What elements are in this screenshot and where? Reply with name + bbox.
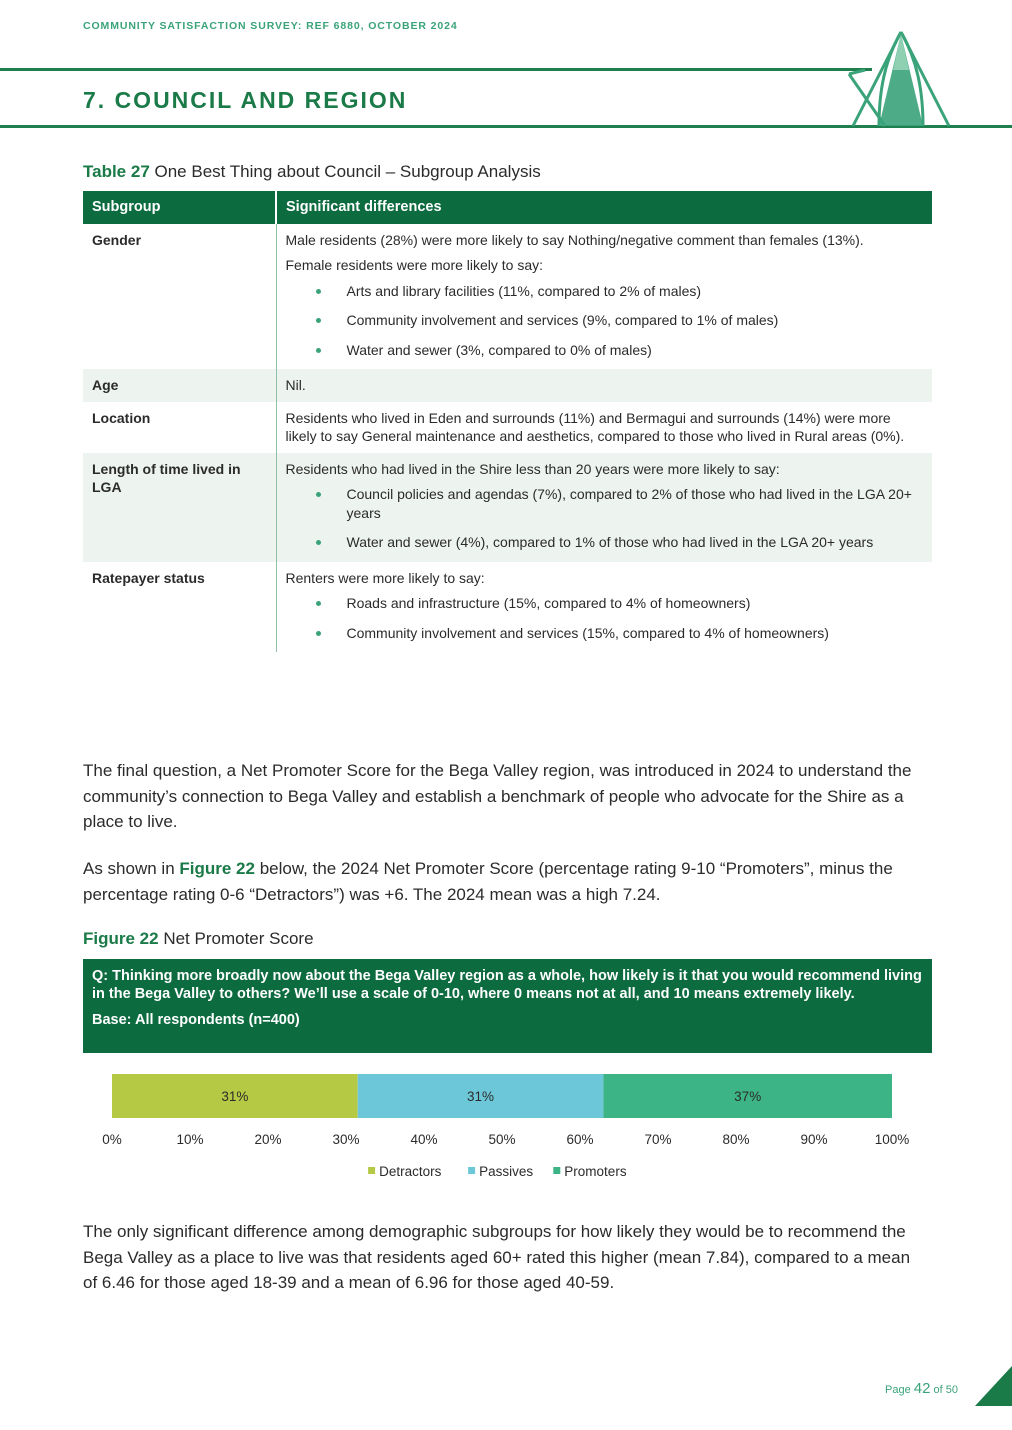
- survey-question-text: Q: Thinking more broadly now about the Bega Valley region as a whole, how likely is it that you would recommend living in the Bega Valley to others? We’ll use a scale of 0-10, where 0 means not at all, and 10 means extremely likely.: [92, 968, 922, 1002]
- subgroup-table: [83, 191, 932, 652]
- table-caption-text: One Best Thing about Council – Subgroup Analysis: [149, 162, 541, 181]
- x-tick-label: 100%: [874, 1132, 910, 1147]
- row-content: [276, 224, 932, 370]
- bullet-item: Roads and infrastructure (15%, compared to 4% of homeowners): [286, 594, 924, 613]
- legend-swatch-passives: [468, 1167, 475, 1174]
- table-header-row: [83, 191, 932, 224]
- row-label: Age: [83, 369, 276, 402]
- row-content: Residents who lived in Eden and surrounds (11%) and Bermagui and surrounds (14%) were more likely to say General maintenance and aesthetics, compared to those who lived in Rural areas (0%).: [285, 409, 905, 444]
- x-tick-label: 20%: [254, 1132, 282, 1147]
- table-row-length-of-time: [83, 453, 932, 562]
- bullet-item: Community involvement and services (9%, compared to 1% of males): [286, 311, 924, 330]
- survey-base-text: Base: All respondents (n=400): [92, 1012, 300, 1028]
- data-label-detractors: 31%: [221, 1089, 249, 1104]
- nps-stacked-bar-chart: [83, 1060, 932, 1190]
- row-label: Ratepayer status: [83, 562, 276, 653]
- header-top-rule: [0, 68, 872, 71]
- body-paragraph-subgroups: The only significant difference among demographic subgroups for how likely they would be to recommend the Bega Valley as a place to live was that residents aged 60+ rated this higher (mean 7.84), compared to a mean of 6.46 for those aged 18-39 and a mean of 6.96 for those aged 40-59.: [83, 1222, 911, 1292]
- text-run: below, the 2024 Net Promoter Score (percentage rating 9-10 “Promoters”, minus the percentage rating 0-6 “Detractors”) was +6. The 2024 mean was a high 7.24.: [83, 859, 893, 904]
- bullet-list: [286, 594, 924, 642]
- legend-swatch-detractors: [368, 1167, 375, 1174]
- bullet-item: Arts and library facilities (11%, compared to 2% of males): [286, 282, 924, 301]
- legend-swatch-promoters: [553, 1167, 560, 1174]
- table-caption-number: Table 27: [83, 162, 150, 181]
- legend-label-passives: Passives: [479, 1164, 534, 1179]
- legend-label-promoters: Promoters: [564, 1164, 627, 1179]
- data-label-promoters: 37%: [734, 1089, 762, 1104]
- survey-question-box: [83, 959, 932, 1053]
- x-tick-label: 40%: [410, 1132, 438, 1147]
- body-paragraph-intro: The final question, a Net Promoter Score for the Bega Valley region, was introduced in 2024 to understand the community’s connection to Bega Valley and establish a benchmark of people who advocate for the Shire as a place to live.: [83, 761, 912, 831]
- figure-caption-text: Net Promoter Score: [158, 929, 314, 948]
- bullet-item: Council policies and agendas (7%), compared to 2% of those who had lived in the LGA 20+ years: [286, 485, 924, 522]
- bullet-list: [286, 282, 924, 360]
- x-tick-label: 10%: [176, 1132, 204, 1147]
- row-label: Location: [83, 402, 276, 453]
- row-content: [276, 453, 932, 562]
- x-tick-label: 90%: [800, 1132, 828, 1147]
- column-header-differences: Significant differences: [276, 191, 932, 224]
- table-row-gender: [83, 224, 932, 370]
- figure-caption-number: Figure 22: [83, 929, 159, 948]
- table-row-location: [83, 402, 932, 453]
- section-title: 7. COUNCIL AND REGION: [83, 87, 408, 113]
- page-number-value: 42: [913, 1380, 931, 1397]
- document-header-label: COMMUNITY SATISFACTION SURVEY: REF 6880, OCTOBER 2024: [83, 20, 458, 32]
- row-paragraph: Female residents were more likely to say:: [285, 257, 544, 273]
- page-suffix: of 50: [930, 1384, 958, 1396]
- bullet-item: Water and sewer (4%), compared to 1% of those who had lived in the LGA 20+ years: [286, 533, 924, 552]
- figure-reference-link[interactable]: Figure 22: [179, 859, 255, 878]
- corner-decoration-icon: [975, 1366, 1012, 1406]
- table-row-ratepayer: [83, 562, 932, 653]
- table-row-age: [83, 369, 932, 402]
- bullet-item: Community involvement and services (15%, compared to 4% of homeowners): [286, 624, 924, 643]
- page-prefix: Page: [885, 1384, 914, 1396]
- x-tick-label: 50%: [488, 1132, 516, 1147]
- x-tick-label: 0%: [102, 1132, 122, 1147]
- bullet-item: Water and sewer (3%, compared to 0% of males): [286, 341, 924, 360]
- figure-caption: [83, 929, 314, 949]
- body-paragraph-nps: [83, 856, 923, 907]
- text-run: As shown in: [83, 859, 180, 878]
- bullet-list: [286, 485, 924, 552]
- data-label-passives: 31%: [467, 1089, 495, 1104]
- row-label: Length of time lived in LGA: [83, 453, 276, 562]
- row-content: Nil.: [276, 369, 932, 402]
- x-tick-label: 70%: [644, 1132, 672, 1147]
- x-tick-label: 80%: [722, 1132, 750, 1147]
- row-paragraph: Renters were more likely to say:: [285, 569, 485, 586]
- table-caption: [83, 162, 541, 182]
- column-header-subgroup: Subgroup: [83, 191, 276, 224]
- row-paragraph: Residents who had lived in the Shire less than 20 years were more likely to say:: [285, 460, 780, 477]
- page-number: [885, 1380, 958, 1397]
- row-paragraph: Male residents (28%) were more likely to say Nothing/negative comment than females (13%).: [285, 231, 864, 248]
- brand-logo-icon: [845, 30, 957, 128]
- row-content: [276, 562, 932, 653]
- x-tick-label: 30%: [332, 1132, 360, 1147]
- legend-label-detractors: Detractors: [379, 1164, 442, 1179]
- row-label: Gender: [83, 224, 276, 370]
- x-tick-label: 60%: [566, 1132, 594, 1147]
